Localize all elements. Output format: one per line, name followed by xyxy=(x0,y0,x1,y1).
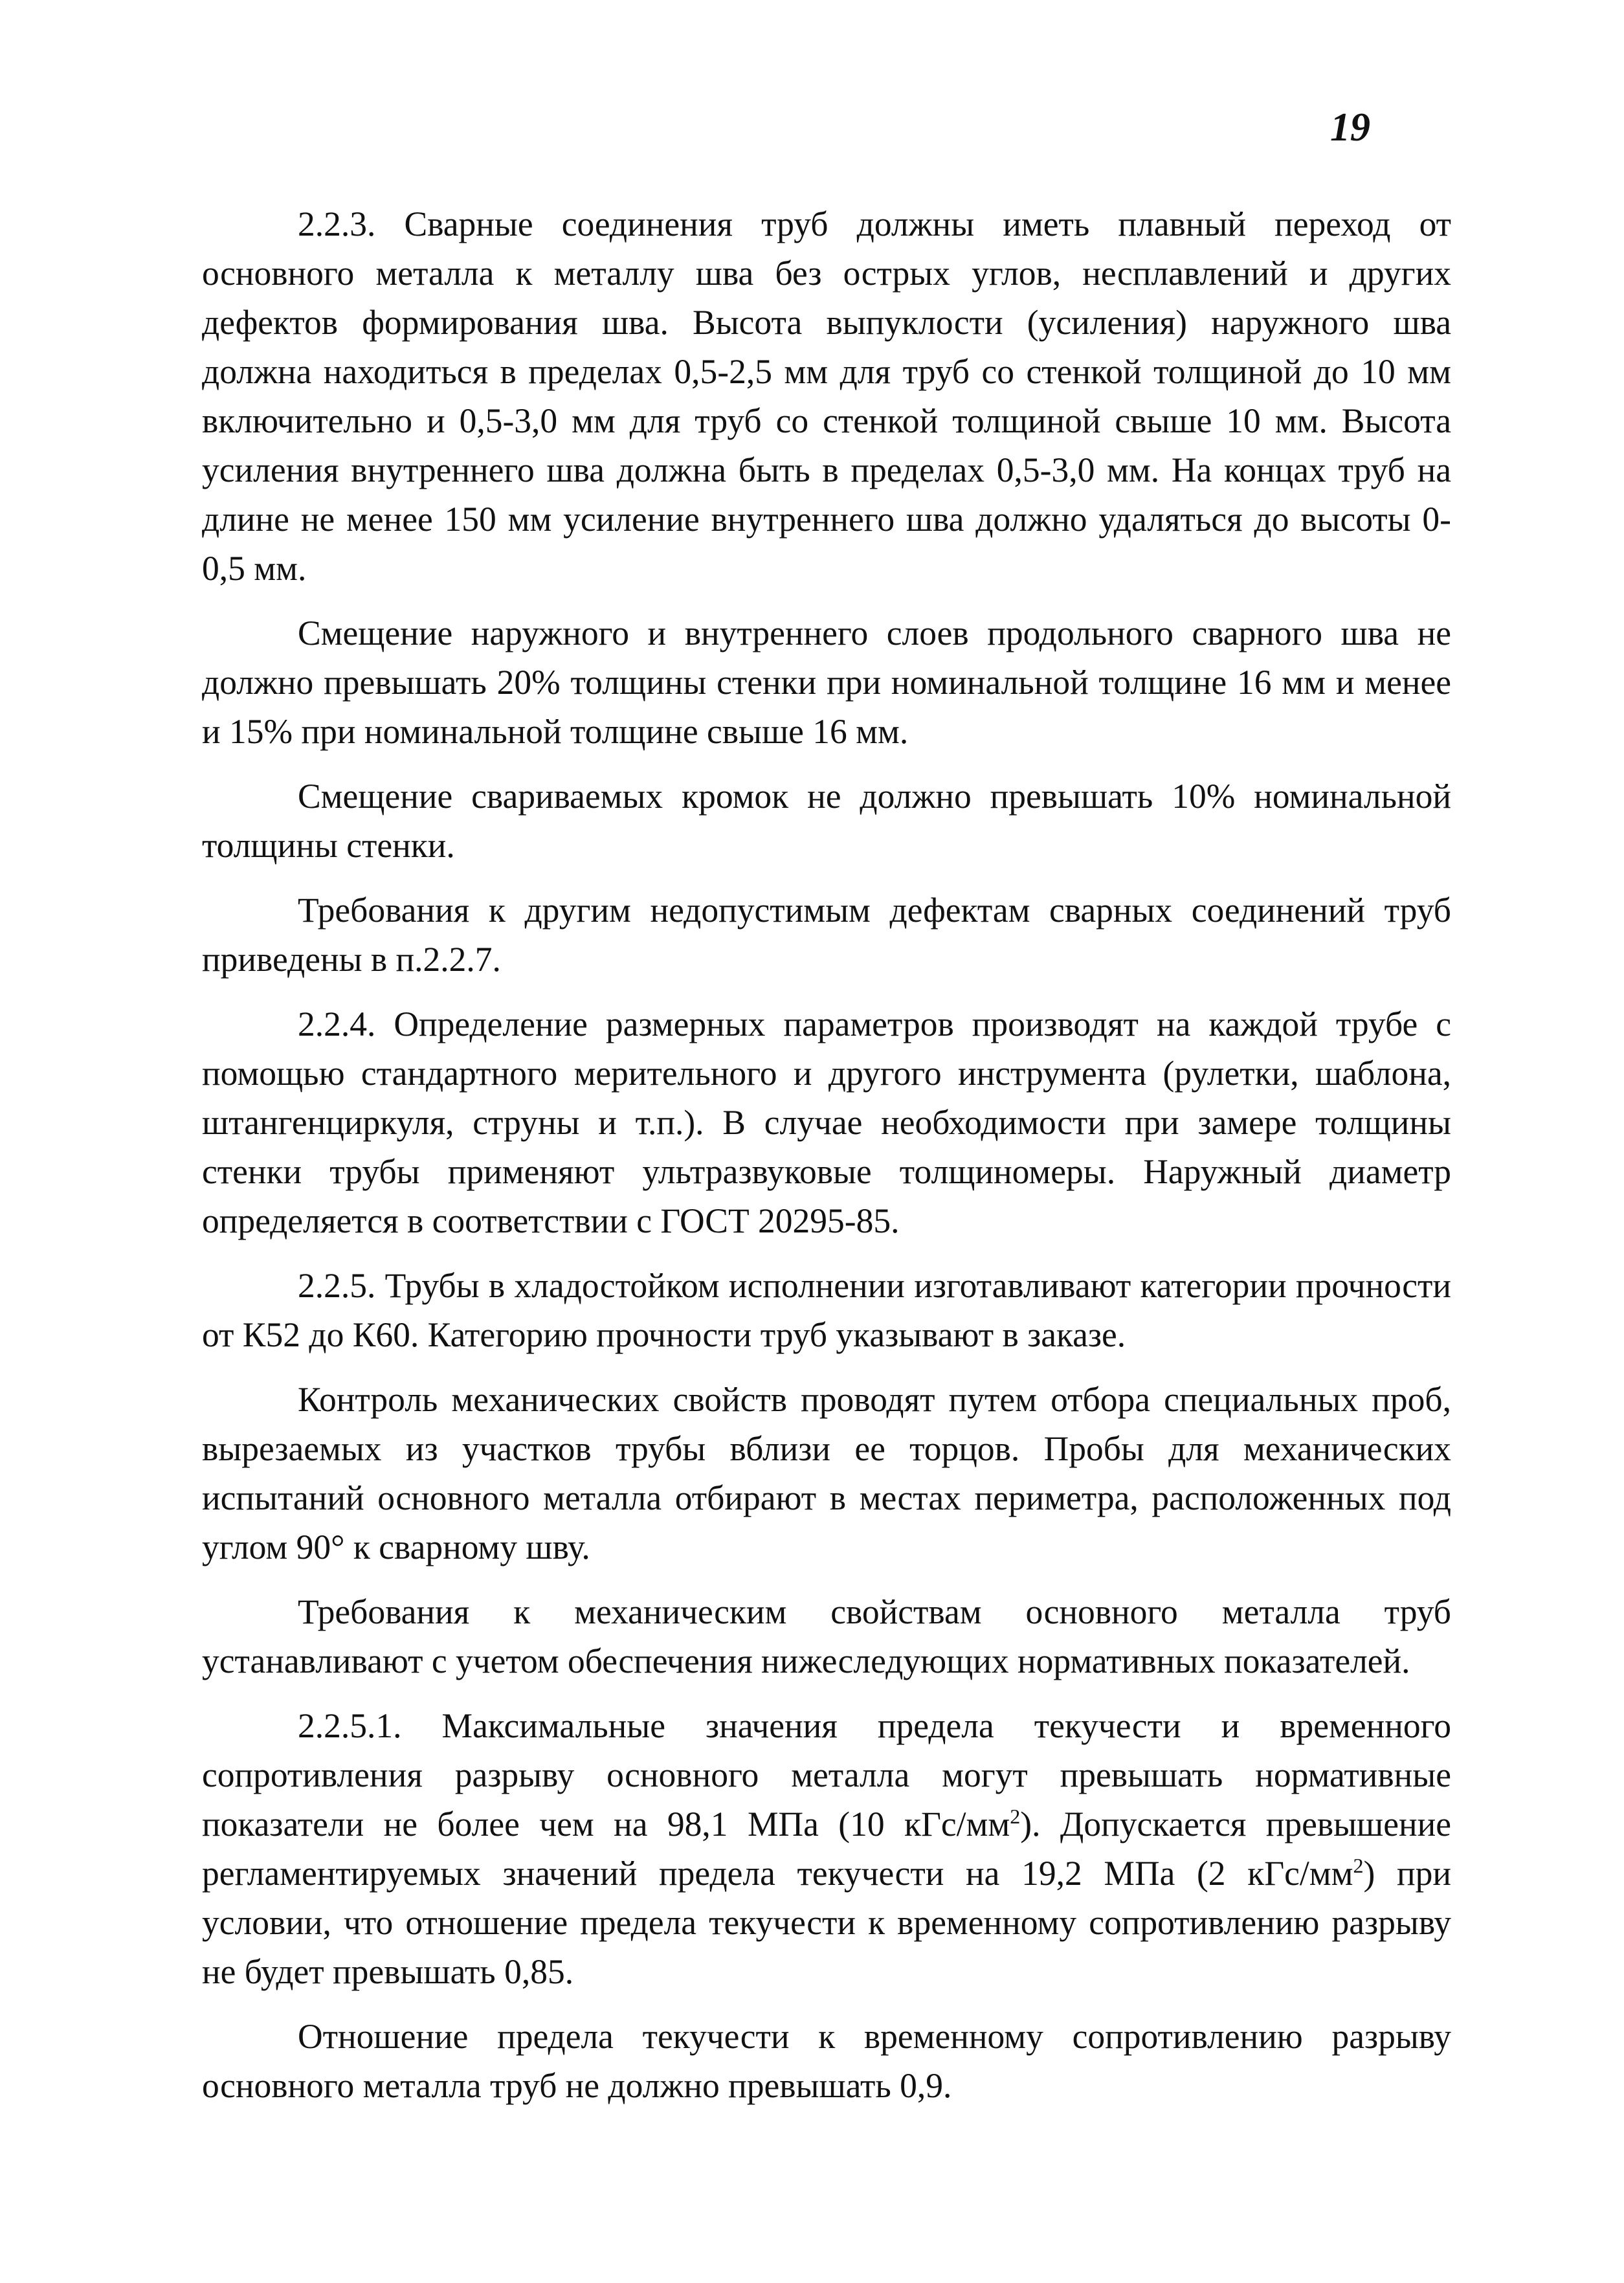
page-number: 19 xyxy=(1330,106,1370,150)
paragraph-yield-ratio: Отношение предела текучести к временному сопротивлению разрыву основного металла труб не должно превышать 0,9. xyxy=(202,2017,1451,2105)
paragraph-defect-requirements: Требования к другим недопустимым дефектам сварных соединений труб приведены в п.2.2.7. xyxy=(202,891,1451,979)
paragraph-2-2-5-1 xyxy=(202,1701,1451,1996)
body-text xyxy=(202,199,1451,2126)
paragraph-2-2-4: 2.2.4. Определение размерных параметров производят на каждой трубе с помощью стандартного мерительного и другого инструмента (рулетки, шаблона, штангенциркуля, струны и т.п.). В случае необходимости при замере толщины стенки трубы применяют ультразвуковые толщиномеры. Наружный диаметр определяется в соответствии с ГОСТ 20295-85. xyxy=(202,1005,1451,1240)
paragraph-2-2-5-1-part1: 2.2.5.1. Максимальные значения предела текучести и временного сопротивления разрыву основного металла могут превышать нормативные показатели не более чем на 98,1 МПа (10 кГс/мм xyxy=(202,1706,1451,1843)
paragraph-2-2-5-1-part2: ). Допускается превышение регламентируемых значений предела текучести на 19,2 МПа (2 кГс/мм xyxy=(202,1805,1451,1893)
superscript-2: 2 xyxy=(1353,1854,1364,1878)
paragraph-edge-offset: Смещение свариваемых кромок не должно превышать 10% номинальной толщины стенки. xyxy=(202,777,1451,865)
paragraph-2-2-3: 2.2.3. Сварные соединения труб должны иметь плавный переход от основного металла к металлу шва без острых углов, несплавлений и других дефектов формирования шва. Высота выпуклости (усиления) наружного шва должна находиться в пределах 0,5-2,5 мм для труб со стенкой толщиной до 10 мм включительно и 0,5-3,0 мм для труб со стенкой толщиной свыше 10 мм. Высота усиления внутреннего шва должна быть в пределах 0,5-3,0 мм. На концах труб на длине не менее 150 мм усиление внутреннего шва должно удаляться до высоты 0-0,5 мм. xyxy=(202,205,1451,588)
paragraph-seam-offset: Смещение наружного и внутреннего слоев продольного сварного шва не должно превышать 20% толщины стенки при номинальной толщине 16 мм и менее и 15% при номинальной толщине свыше 16 мм. xyxy=(202,614,1451,751)
superscript-2: 2 xyxy=(1010,1805,1021,1829)
paragraph-mechanical-requirements: Требования к механическим свойствам основного металла труб устанавливают с учетом обеспечения нижеследующих нормативных показателей. xyxy=(202,1592,1451,1680)
paragraph-2-2-5: 2.2.5. Трубы в хладостойком исполнении изготавливают категории прочности от К52 до К60. Категорию прочности труб указывают в заказе. xyxy=(202,1266,1451,1354)
paragraph-mechanical-control: Контроль механических свойств проводят путем отбора специальных проб, вырезаемых из участков трубы вблизи ее торцов. Пробы для механических испытаний основного металла отбирают в местах периметра, расположенных под углом 90° к сварному шву. xyxy=(202,1380,1451,1566)
paragraph-2-2-5-1-part3: ) при условии, что отношение предела текучести к временному сопротивлению разрыву не будет превышать 0,85. xyxy=(202,1854,1452,1991)
